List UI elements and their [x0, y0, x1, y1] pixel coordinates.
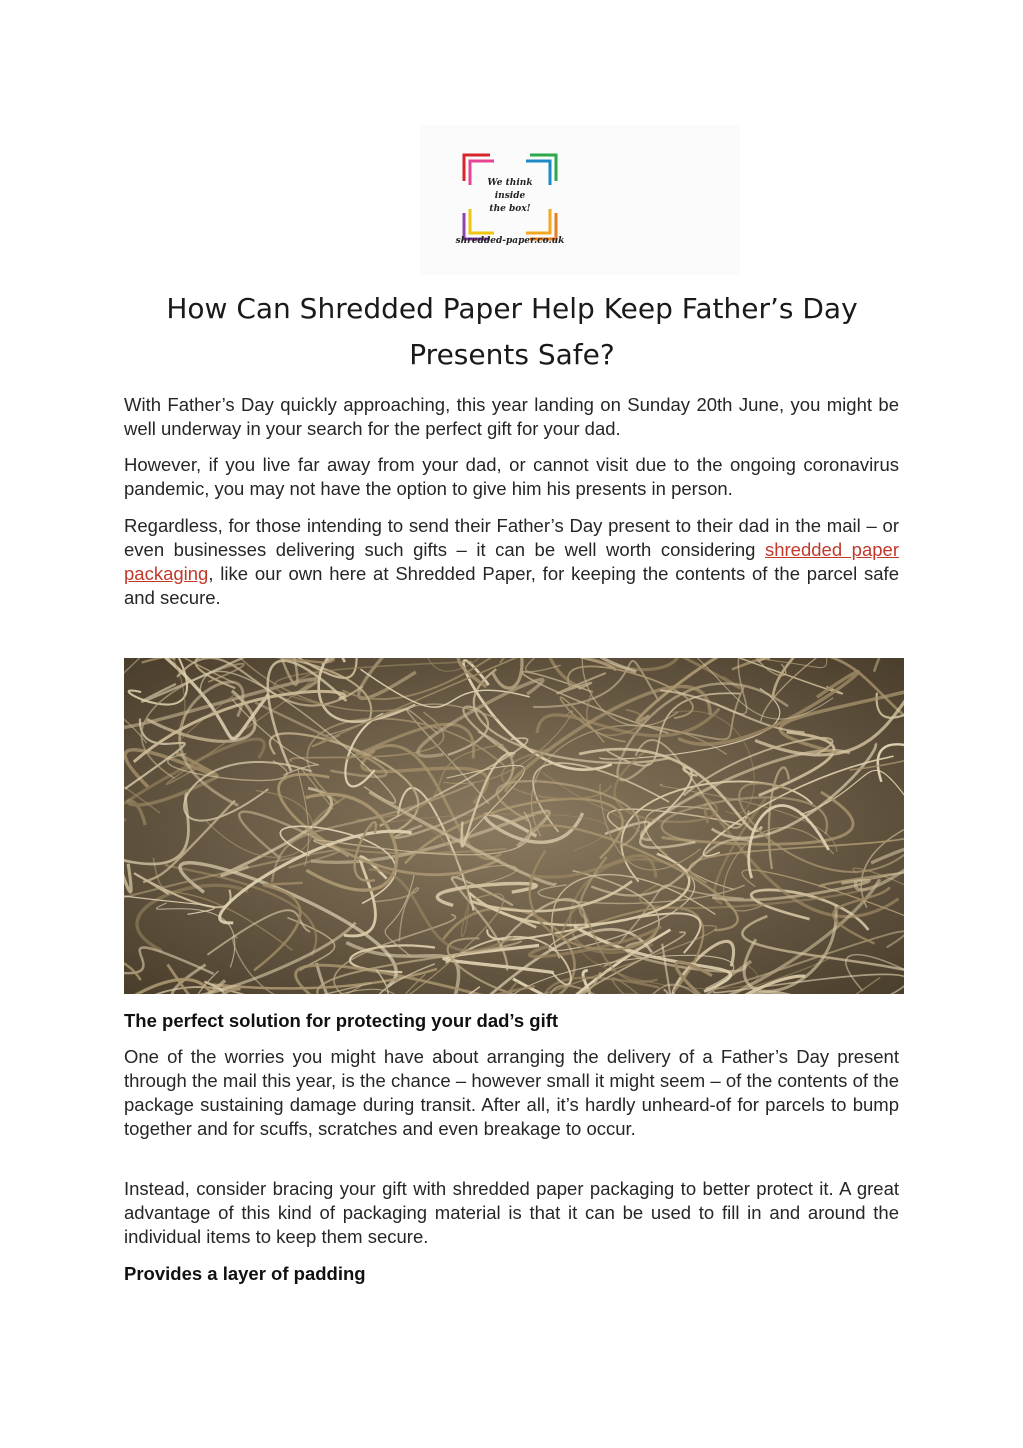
section-1-paragraph-2: Instead, consider bracing your gift with shredded paper packaging to better protect it. A great advantage of this kind of packaging material is that it can be used to fill in and around the individual items to keep them secure. — [124, 1178, 899, 1247]
intro-paragraph-2: However, if you live far away from your dad, or cannot visit due to the ongoing coronavirus pandemic, you may not have the option to give him his presents in person. — [124, 454, 899, 499]
logo-slogan — [460, 159, 560, 234]
section-1-paragraph-1: One of the worries you might have about arranging the delivery of a Father’s Day present through the mail this year, is the chance – however small it might seem – of the contents of the package sustaining damage during transit. After all, it’s hardly unheard-of for parcels to bump together and for scuffs, scratches and even breakage to occur. — [124, 1046, 899, 1139]
shredded-paper-strands — [124, 658, 904, 994]
intro-paragraph-1: With Father’s Day quickly approaching, this year landing on Sunday 20th June, you might be well underway in your search for the perfect gift for your dad. — [124, 394, 899, 439]
shredded-paper-photo — [124, 658, 904, 994]
page-title-line-1: How Can Shredded Paper Help Keep Father’s Day — [166, 292, 858, 325]
page-title-line-2: Presents Safe? — [409, 338, 615, 371]
logo-line-1: We think — [487, 178, 533, 188]
logo-domain: shredded-paper.co.uk — [455, 236, 565, 246]
logo-line-2: inside — [494, 191, 526, 201]
logo-line-3: the box! — [489, 204, 531, 214]
paragraph-3-text-before: Regardless, for those intending to send their Father’s Day present to their dad in the mail – or even businesses delivering such gifts – it can be well worth considering — [124, 515, 899, 560]
page-title — [124, 286, 900, 378]
intro-paragraph-3 — [124, 514, 899, 610]
section-heading-layer-of-padding: Provides a layer of padding — [124, 1263, 366, 1284]
paragraph-3-text-after: , like our own here at Shredded Paper, for keeping the contents of the parcel safe and secure. — [124, 563, 899, 608]
logo-area — [420, 125, 740, 275]
shredded-paper-packaging-link[interactable]: shredded paper packaging — [124, 539, 899, 584]
section-heading-perfect-solution: The perfect solution for protecting your dad’s gift — [124, 1010, 559, 1031]
